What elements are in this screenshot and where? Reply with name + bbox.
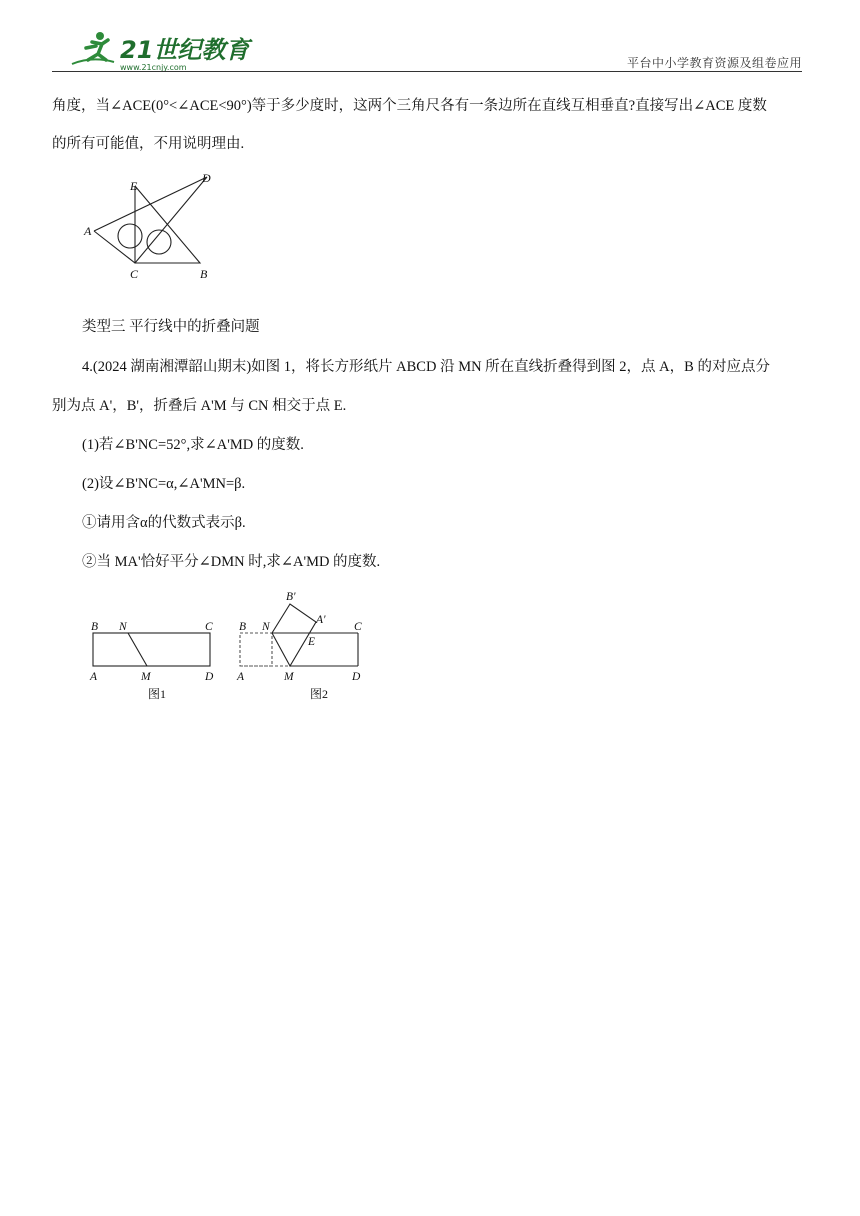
question-4-part-2-i: ①请用含α的代数式表示β. [82, 515, 246, 531]
logo-title: 21世纪教育 [120, 36, 250, 64]
fig2-label-N: N [262, 621, 270, 633]
fig1-label-D: D [205, 671, 214, 683]
label-D: D [202, 171, 211, 185]
fig1-label-M: M [141, 671, 151, 683]
fig2-label-A: A [237, 671, 245, 683]
label-E: E [130, 179, 138, 193]
label-C: C [130, 267, 139, 281]
label-B: B [200, 267, 208, 281]
fig2-caption: 图2 [310, 687, 329, 701]
logo [62, 30, 262, 72]
section-title: 类型三 平行线中的折叠问题 [82, 319, 260, 335]
label-A: A [84, 224, 92, 238]
text-line-2: 的所有可能值，不用说明理由. [52, 136, 245, 152]
fig1-caption: 图1 [148, 687, 167, 701]
question-4-part-2: (2)设∠B'NC=α,∠A'MN=β. [82, 476, 246, 492]
question-4-part-2-ii: ②当 MA'恰好平分∠DMN 时,求∠A'MD 的度数. [82, 554, 381, 570]
fig1-label-A: A [90, 671, 98, 683]
question-4-line-1: 4.(2024 湖南湘潭韶山期末)如图 1，将长方形纸片 ABCD 沿 MN 所在直线折叠得到图 2，点 A，B 的对应点分 [82, 359, 770, 375]
figure-triangles [82, 168, 232, 288]
text-line-1: 角度，当∠ACE(0°<∠ACE<90°)等于多少度时，这两个三角尺各有一条边所在直线互相垂直?直接写出∠ACE 度数 [52, 98, 767, 114]
fig1-label-N: N [119, 621, 127, 633]
fig1-label-C: C [205, 621, 213, 633]
fig2-label-C: C [354, 621, 362, 633]
fig2-label-M: M [284, 671, 294, 683]
figure-folding [86, 588, 376, 713]
logo-graphic [62, 30, 262, 72]
fig2-label-D: D [352, 671, 361, 683]
question-4-line-2: 别为点 A'，B'，折叠后 A'M 与 CN 相交于点 E. [52, 398, 347, 414]
logo-url: www.21cnjy.com [120, 63, 187, 72]
fig2-label-B: B [239, 621, 247, 633]
header-right-text: 平台中小学教育资源及组卷应用 [626, 56, 802, 70]
question-4-part-1: (1)若∠B'NC=52°,求∠A'MD 的度数. [82, 437, 304, 453]
page-header [52, 28, 802, 72]
header-divider [52, 71, 802, 72]
fig2-label-B-prime: B' [286, 591, 296, 603]
fig1-label-B: B [91, 621, 99, 633]
fig2-label-A-prime: A' [316, 614, 326, 626]
fig2-label-E: E [308, 636, 316, 648]
